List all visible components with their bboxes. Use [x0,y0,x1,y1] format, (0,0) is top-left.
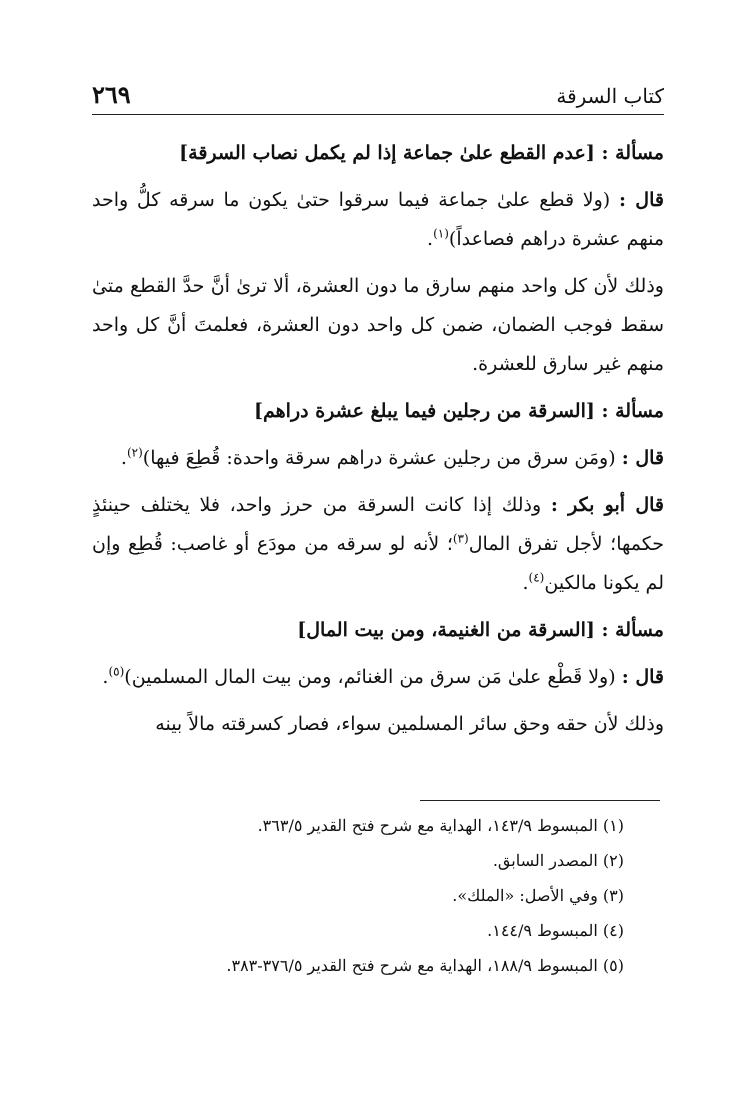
speaker: قال : [618,189,664,211]
footnote-ref[interactable]: (٣) [452,531,469,546]
issue-title: [السرقة من الغنيمة، ومن بيت المال] [297,619,595,641]
footnote-4: (٤) المبسوط ١٤٤/٩. [487,921,624,940]
running-header [92,80,664,112]
issue-label: مسألة : [601,400,664,422]
chapter-title: كتاب السرقة [556,84,664,108]
issue-heading-1 [92,134,664,173]
quote-text: (ولا قَطْع علىٰ مَن سرق من الغنائم، ومن بيت المال المسلمين) [124,666,616,688]
issue-title: [عدم القطع علىٰ جماعة إذا لم يكمل نصاب السرقة] [179,142,595,164]
header-rule [92,114,664,115]
footnotes [92,808,664,983]
issue-title: [السرقة من رجلين فيما يبلغ عشرة دراهم] [254,400,595,422]
paragraph-2 [92,267,664,384]
footnote-5: (٥) المبسوط ١٨٨/٩، الهداية مع شرح فتح القدير ٣٧٦/٥-٣٨٣. [226,956,624,975]
footnote-rule [420,800,660,801]
paragraph-text: وذلك إذا كانت السرقة من حرز واحد، فلا يختلف حينئذٍ حكمها؛ لأجل تفرق المال [92,494,664,555]
speaker: قال أبو بكر : [550,494,664,516]
footnote-ref[interactable]: (٥) [108,664,125,679]
footnote-2: (٢) المصدر السابق. [492,851,624,870]
paragraph-6 [92,705,664,744]
paragraph-4: قال أبو بكر : وذلك إذا كانت السرقة من حرز واحد، فلا يختلف حينئذٍ حكمها؛ لأجل تفرق المال$^{(٣)}$؛ لأنه لو سرقه من مودَع أو غاصب: قُطِع وإن لم يكونا مالكين$^{(٤)}$. [92,494,664,594]
paragraph-text: وذلك لأن حقه وحق سائر المسلمين سواء، فصار كسرقته مالاً بينه [155,713,664,735]
footnote-1: (١) المبسوط ١٤٣/٩، الهداية مع شرح فتح القدير ٣٦٣/٥. [257,816,624,835]
footnote-ref[interactable]: (٢) [126,445,143,460]
footnote-ref[interactable]: (٤) [528,570,545,585]
speaker: قال : [621,447,664,469]
page-number: ٢٦٩ [92,80,131,109]
footnote-3: (٣) وفي الأصل: «الملك». [452,886,624,905]
paragraph-3: قال : (ومَن سرق من رجلين عشرة دراهم سرقة واحدة: قُطِعَ فيها)$^{(٢)}$. [120,445,664,469]
speaker: قال : [621,666,664,688]
paragraph-text: ؛ لأنه لو سرقه من مودَع أو غاصب: قُطِع وإن لم يكونا مالكين [92,533,664,594]
quote-text: (ولا قطع علىٰ جماعة فيما سرقوا حتىٰ يكون ما سرقه كلُّ واحد منهم عشرة دراهم فصاعداً) [92,189,664,250]
paragraph-text: وذلك لأن كل واحد منهم سارق ما دون العشرة، ألا ترىٰ أنَّ حدَّ القطع متىٰ سقط فوجب الضمان، ضمن كل واحد دون العشرة، فعلمتَ أنَّ كل واحد منهم غير سارق للعشرة. [92,275,664,375]
footnote-ref[interactable]: (١) [433,226,449,241]
issue-label: مسألة : [601,619,664,641]
main-text [92,134,664,752]
issue-heading-3 [92,611,664,650]
issue-label: مسألة : [601,142,664,164]
issue-heading-2 [92,392,664,431]
paragraph-1: قال : (ولا قطع علىٰ جماعة فيما سرقوا حتىٰ يكون ما سرقه كلُّ واحد منهم عشرة دراهم فصاعداً)$^{(١)}$. [92,189,664,250]
paragraph-5: قال : (ولا قَطْع علىٰ مَن سرق من الغنائم، ومن بيت المال المسلمين)$^{(٥)}$. [102,664,664,688]
quote-text: (ومَن سرق من رجلين عشرة دراهم سرقة واحدة: قُطِعَ فيها) [142,447,616,469]
